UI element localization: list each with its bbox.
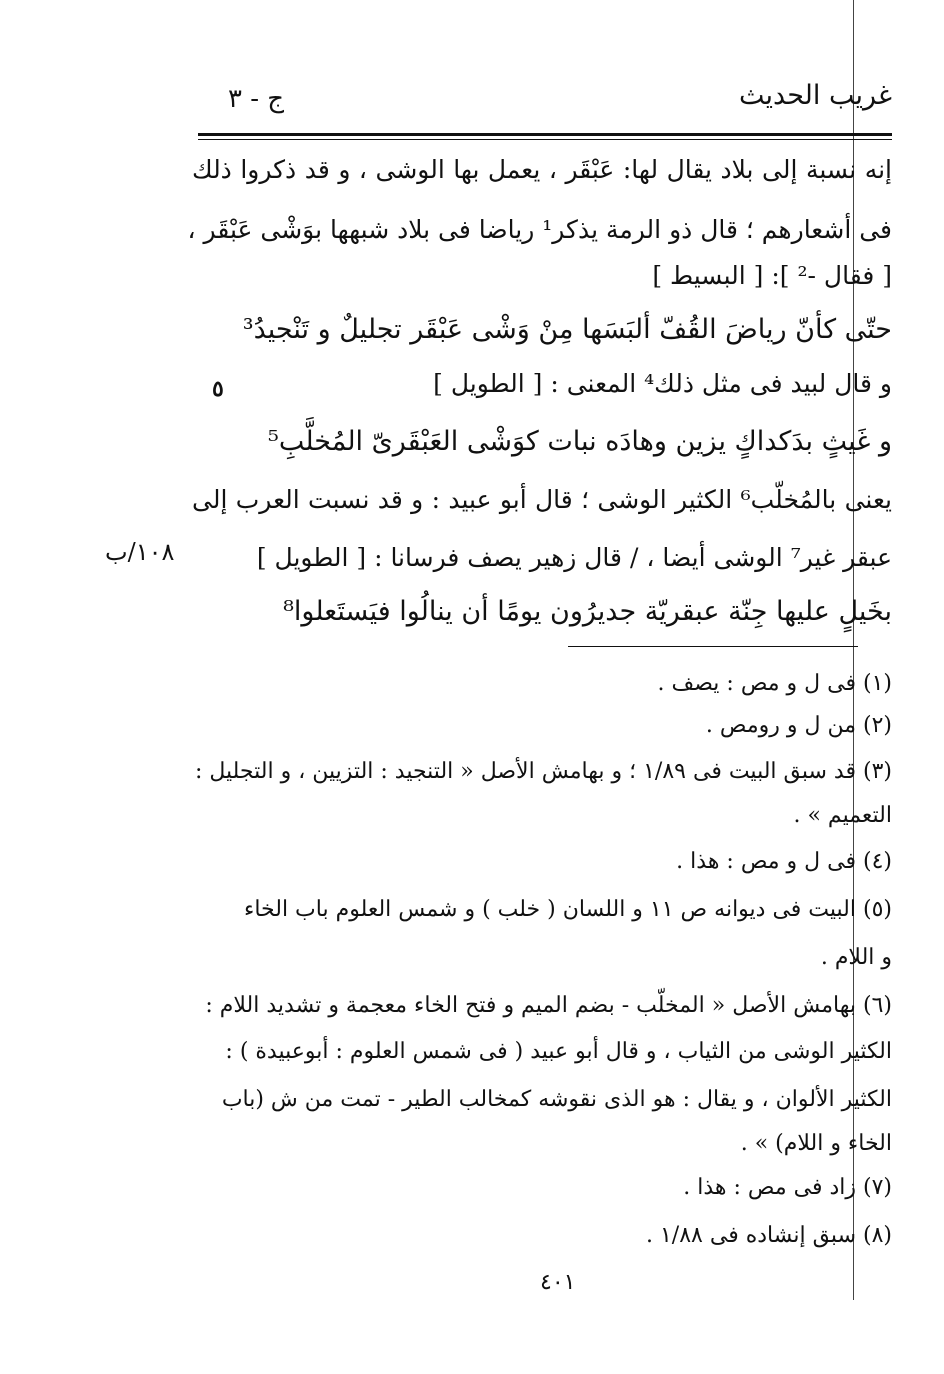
body-line: إنه نسبة إلى بلاد يقال لها: عَبْقَر ، يعمل بها الوشى ، و قد ذكروا ذلك bbox=[192, 155, 892, 184]
body-line: يعنى بالمُخلّب⁶ الكثير الوشى ؛ قال أبو عبيد : و قد نسبت العرب إلى bbox=[192, 485, 892, 514]
footnote: (٢) من ل و رومص . bbox=[705, 713, 892, 738]
header-rule bbox=[198, 133, 892, 136]
footnote: الكثير الوشى من الثياب ، و قال أبو عبيد ( فى شمس العلوم : أبوعبيدة ) : bbox=[225, 1039, 892, 1064]
body-line: و قال لبيد فى مثل ذلك⁴ المعنى : [ الطويل ] bbox=[433, 369, 892, 398]
footnote-separator bbox=[568, 646, 858, 647]
verse-line: و غَيثٍ بدَكداكٍ يزين وهادَه نبات كوَشْى العَبْقَرىّ المُخلَّبِ⁵ bbox=[268, 426, 892, 457]
footnote: (٦) بهامش الأصل « المخلّب - بضم الميم و فتح الخاء معجمة و تشديد اللام : bbox=[205, 993, 892, 1018]
body-line: فى أشعارهم ؛ قال ذو الرمة يذكر¹ رياضا فى بلاد شبهها بوَشْى عَبْقَر ، bbox=[187, 215, 892, 244]
footnote: (٨) سبق إنشاده فى ١/٨٨ . bbox=[645, 1223, 892, 1248]
footnote: (٣) قد سبق البيت فى ١/٨٩ ؛ و بهامش الأصل « التنجيد : التزيين ، و التجليل : bbox=[194, 759, 892, 784]
running-title: غريب الحديث bbox=[739, 80, 892, 111]
margin-line-number: ٥ bbox=[212, 376, 224, 402]
footnote: الخاء و اللام) » . bbox=[740, 1131, 892, 1156]
verse-line: حتّى كأنّ رياضَ القُفّ ألبَسَها مِنْ وَشْى عَبْقَر تجليلٌ و تَنْجيدُ³ bbox=[242, 314, 892, 345]
footnote: (٥) البيت فى ديوانه ص ١١ و اللسان ( خلب ) و شمس العلوم باب الخاء bbox=[244, 897, 892, 922]
footnote: (١) فى ل و مص : يصف . bbox=[657, 671, 892, 696]
folio-marker: ١٠٨/ب bbox=[105, 538, 175, 566]
footnote: التعميم » . bbox=[793, 803, 892, 828]
body-line: [ فقال -² ]: [ البسيط ] bbox=[652, 261, 892, 290]
page-number: ٤٠١ bbox=[540, 1270, 576, 1295]
header-rule-thin bbox=[198, 139, 892, 140]
volume-label: ج - ٣ bbox=[228, 84, 285, 114]
footnote: (٤) فى ل و مص : هذا . bbox=[676, 849, 892, 874]
body-line: عبقر غير⁷ الوشى أيضا ، / قال زهير يصف فرسانا : [ الطويل ] bbox=[256, 543, 892, 572]
footnote: (٧) زاد فى مص : هذا . bbox=[683, 1175, 892, 1200]
footnote: و اللام . bbox=[820, 945, 892, 970]
footnote: الكثير الألوان ، و يقال : هو الذى نقوشه كمخالب الطير - تمت من ش (باب bbox=[221, 1087, 892, 1112]
verse-line: بخَيلٍ عليها جِنّة عبقريّة جديرُون يومًا أن ينالُوا فيَستَعلوا⁸ bbox=[283, 596, 892, 627]
